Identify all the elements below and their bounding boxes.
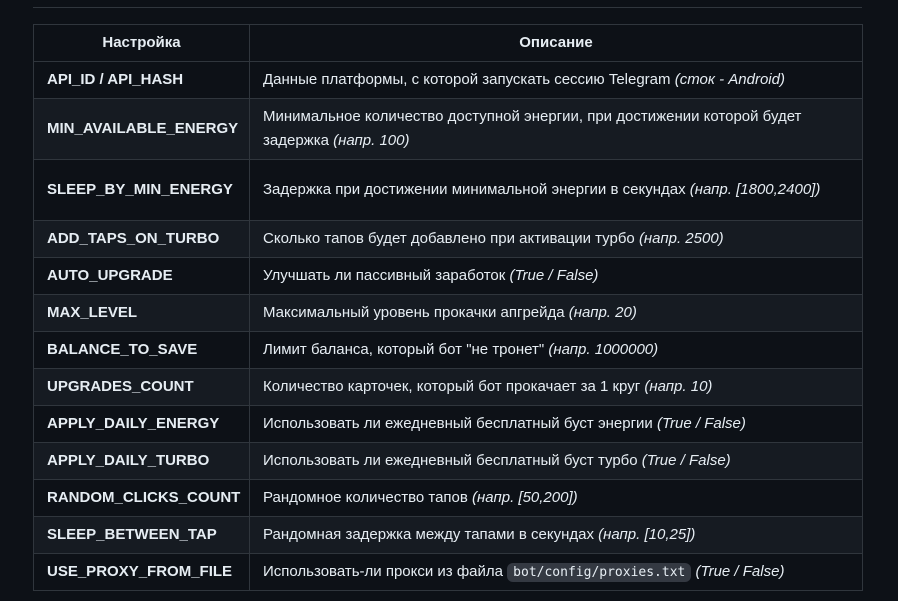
description-hint: (напр. 20) xyxy=(568,304,637,321)
setting-key: API_ID / API_HASH xyxy=(34,62,250,99)
setting-description xyxy=(250,517,863,554)
description-hint: (напр. [50,200]) xyxy=(472,489,578,506)
setting-description xyxy=(250,554,863,591)
table-row xyxy=(34,62,863,99)
description-text: Использовать-ли прокси из файла xyxy=(263,562,503,580)
header-description: Описание xyxy=(250,25,863,62)
table-row xyxy=(34,443,863,480)
description-hint: (напр. 1000000) xyxy=(548,341,659,358)
description-hint: (напр. 2500) xyxy=(638,230,724,247)
table-row xyxy=(34,160,863,221)
setting-key: APPLY_DAILY_ENERGY xyxy=(34,406,250,443)
setting-key: ADD_TAPS_ON_TURBO xyxy=(34,221,250,258)
setting-key: MAX_LEVEL xyxy=(34,295,250,332)
table-row xyxy=(34,258,863,295)
header-row xyxy=(34,25,863,62)
table-row xyxy=(34,406,863,443)
description-hint: (True / False) xyxy=(509,267,599,284)
description-hint: (True / False) xyxy=(656,415,746,432)
setting-key: SLEEP_BY_MIN_ENERGY xyxy=(34,160,250,221)
description-hint: (сток - Android) xyxy=(674,71,785,88)
setting-description xyxy=(250,443,863,480)
setting-key: MIN_AVAILABLE_ENERGY xyxy=(34,99,250,160)
table-row xyxy=(34,554,863,591)
description-hint: (напр. 10) xyxy=(644,378,713,395)
table-row xyxy=(34,99,863,160)
table-row xyxy=(34,295,863,332)
table-row xyxy=(34,369,863,406)
description-text: Задержка при достижении минимальной энергии в секундах xyxy=(263,181,686,198)
setting-description xyxy=(250,99,863,160)
setting-key: APPLY_DAILY_TURBO xyxy=(34,443,250,480)
section-divider xyxy=(33,7,862,8)
setting-description xyxy=(250,406,863,443)
table-row xyxy=(34,480,863,517)
settings-table-body xyxy=(34,62,863,591)
header-setting: Настройка xyxy=(34,25,250,62)
setting-description xyxy=(250,332,863,369)
file-path-code: bot/config/proxies.txt xyxy=(507,563,691,582)
table-row xyxy=(34,332,863,369)
description-hint: (напр. 100) xyxy=(333,132,410,149)
description-hint: (True / False) xyxy=(641,452,731,469)
description-text: Улучшать ли пассивный заработок xyxy=(263,267,506,284)
setting-description xyxy=(250,480,863,517)
description-text: Использовать ли ежедневный бесплатный буст турбо xyxy=(263,452,638,469)
description-text: Минимальное количество доступной энергии, при достижении которой будет задержка xyxy=(263,108,802,149)
setting-key: UPGRADES_COUNT xyxy=(34,369,250,406)
settings-table-container xyxy=(33,24,862,591)
setting-key: AUTO_UPGRADE xyxy=(34,258,250,295)
table-row xyxy=(34,517,863,554)
setting-key: RANDOM_CLICKS_COUNT xyxy=(34,480,250,517)
description-text: Данные платформы, с которой запускать сессию Telegram xyxy=(263,71,671,88)
description-text: Использовать ли ежедневный бесплатный буст энергии xyxy=(263,415,653,432)
description-hint: (напр. [1800,2400]) xyxy=(689,181,821,198)
setting-key: SLEEP_BETWEEN_TAP xyxy=(34,517,250,554)
setting-description xyxy=(250,160,863,221)
setting-description xyxy=(250,221,863,258)
description-text: Максимальный уровень прокачки апгрейда xyxy=(263,304,565,321)
description-text: Рандомная задержка между тапами в секундах xyxy=(263,526,594,543)
setting-description xyxy=(250,62,863,99)
setting-description xyxy=(250,258,863,295)
description-hint: (напр. [10,25]) xyxy=(598,526,696,543)
setting-description xyxy=(250,369,863,406)
description-text: Рандомное количество тапов xyxy=(263,489,468,506)
setting-key: BALANCE_TO_SAVE xyxy=(34,332,250,369)
table-row xyxy=(34,221,863,258)
description-text: Лимит баланса, который бот "не тронет" xyxy=(263,341,545,358)
description-hint: (True / False) xyxy=(695,562,785,580)
setting-key: USE_PROXY_FROM_FILE xyxy=(34,554,250,591)
setting-description xyxy=(250,295,863,332)
description-text: Количество карточек, который бот прокачает за 1 круг xyxy=(263,378,641,395)
description-text: Сколько тапов будет добавлено при активации турбо xyxy=(263,230,635,247)
settings-table xyxy=(33,24,863,591)
settings-table-header xyxy=(34,25,863,62)
